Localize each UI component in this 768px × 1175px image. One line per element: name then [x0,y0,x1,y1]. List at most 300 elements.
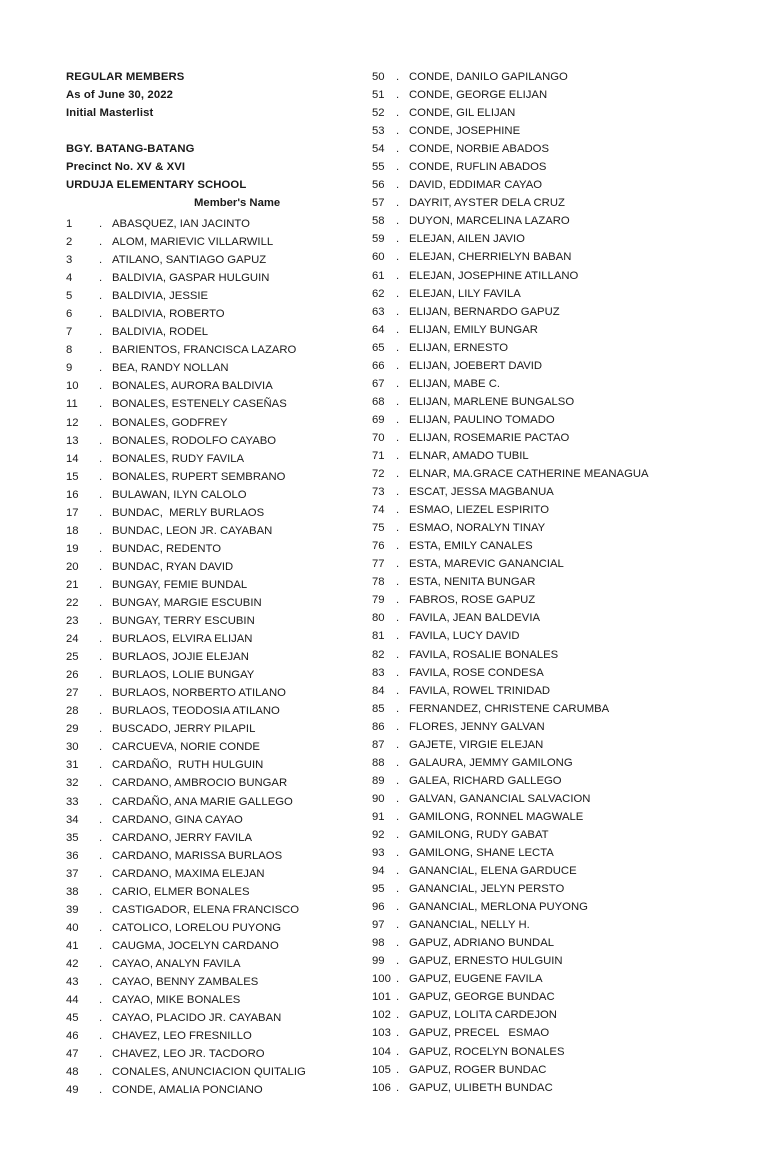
member-list-item [372,1006,768,1024]
member-number: 92 [372,828,385,841]
member-number: 41 [66,939,79,952]
member-separator-dot: . [396,395,400,408]
member-separator-dot: . [396,558,400,571]
member-name: BALDIVIA, RODEL [112,326,209,339]
member-name: BUNGAY, TERRY ESCUBIN [112,615,255,628]
member-number: 79 [372,594,385,607]
member-name: GAPUZ, GEORGE BUNDAC [409,991,555,1004]
member-number: 25 [66,651,79,664]
member-number: 44 [66,994,79,1007]
member-name: BUNGAY, FEMIE BUNDAL [112,578,248,591]
member-name: BUNDAC, REDENTO [112,542,222,555]
member-separator-dot: . [396,684,400,697]
member-list-item [372,627,768,645]
member-name: CARDANO, MARISSA BURLAOS [112,849,283,862]
member-number: 57 [372,197,385,210]
member-list-item [372,952,768,970]
member-name: BONALES, RUDY FAVILA [112,452,245,465]
member-list-item [0,829,384,847]
member-separator-dot: . [396,359,400,372]
member-list-item [372,1024,768,1042]
member-number: 66 [372,359,385,372]
member-name: DAYRIT, AYSTER DELA CRUZ [409,197,565,210]
member-name: CONDE, RUFLIN ABADOS [409,161,547,174]
member-list-item [372,772,768,790]
member-list-item [0,1027,384,1045]
member-number: 1 [66,218,73,230]
member-list-item [0,847,384,865]
member-name: BONALES, GODFREY [112,416,228,429]
member-list-item [372,429,768,447]
column-header-members-name: Member's Name [194,197,281,210]
member-list-item [372,970,768,988]
member-name: BUNDAC, RYAN DAVID [112,560,234,573]
member-list-item [372,375,768,393]
member-list-item [372,1043,768,1061]
member-name: BALDIVIA, JESSIE [112,290,209,303]
member-name: GALVAN, GANANCIAL SALVACION [409,792,591,805]
member-separator-dot: . [99,542,103,555]
member-number: 33 [66,795,79,808]
member-name: ESMAO, LIEZEL ESPIRITO [409,504,549,517]
member-number: 27 [66,687,79,700]
member-separator-dot: . [99,633,103,646]
member-list-item [0,901,384,919]
member-name: BARIENTOS, FRANCISCA LAZARO [112,344,297,357]
member-number: 15 [66,470,79,483]
member-list-item [0,287,384,305]
member-separator-dot: . [396,125,400,138]
member-list-item [372,194,768,212]
member-list-item [0,1045,391,1063]
member-list-item [0,323,384,341]
member-number: 63 [372,305,385,318]
member-name: GAPUZ, ERNESTO HULGUIN [409,955,563,968]
header-barangay: BGY. BATANG-BATANG [66,143,195,156]
member-separator-dot: . [396,1009,400,1022]
member-separator-dot: . [99,759,103,772]
member-number: 78 [372,576,385,589]
member-name: GANANCIAL, NELLY H. [409,919,530,932]
member-separator-dot: . [396,955,400,968]
member-list-item [0,738,384,756]
member-name: FAVILA, JEAN BALDEVIA [409,612,541,625]
member-number: 100 [372,973,391,986]
member-list-item [0,233,384,251]
member-list-item [372,916,768,934]
member-number: 94 [372,865,385,878]
member-name: ESTA, MAREVIC GANANCIAL [409,558,564,571]
member-name: BEA, RANDY NOLLAN [112,362,229,375]
member-list-item [0,684,384,702]
member-separator-dot: . [99,921,103,934]
member-separator-dot: . [99,308,103,321]
member-separator-dot: . [396,774,400,787]
member-list-item [372,501,768,519]
member-separator-dot: . [396,233,400,246]
member-separator-dot: . [396,865,400,878]
member-name: DUYON, MARCELINA LAZARO [409,215,570,228]
member-name: BONALES, AURORA BALDIVIA [112,380,273,393]
header-school: URDUJA ELEMENTARY SCHOOL [66,179,247,192]
member-number: 103 [372,1027,391,1040]
member-list-item [0,756,384,774]
member-number: 58 [372,215,385,228]
member-separator-dot: . [99,939,103,952]
member-separator-dot: . [99,596,103,609]
member-separator-dot: . [99,254,103,267]
member-number: 9 [66,362,73,375]
member-number: 83 [372,666,385,679]
member-separator-dot: . [396,486,400,499]
member-list-item [0,450,384,468]
member-list-item [0,865,384,883]
member-number: 37 [66,867,79,880]
member-name: CONDE, AMALIA PONCIANO [112,1084,263,1097]
member-name: BURLAOS, TEODOSIA ATILANO [112,705,280,718]
member-name: CONDE, DANILO GAPILANGO [409,71,568,83]
member-number: 34 [66,813,79,826]
member-number: 106 [372,1081,391,1094]
member-name: GAMILONG, RONNEL MAGWALE [409,810,584,823]
member-list-item [372,736,768,754]
member-number: 55 [372,161,385,174]
member-list-item [0,702,384,720]
member-list-item [0,937,384,955]
member-number: 11 [66,398,78,411]
member-number: 67 [372,377,385,390]
member-list-item [0,648,384,666]
member-list-item [372,826,768,844]
member-name: FAVILA, ROSE CONDESA [409,666,544,679]
member-separator-dot: . [396,71,400,83]
member-separator-dot: . [396,1045,400,1058]
member-number: 29 [66,723,79,736]
member-name: BONALES, RUPERT SEMBRANO [112,470,286,483]
member-number: 68 [372,395,385,408]
member-list-item [372,519,768,537]
member-number: 82 [372,648,385,661]
member-list-item [372,465,768,483]
member-list-item [0,377,384,395]
member-separator-dot: . [99,416,103,429]
member-name: ELEJAN, JOSEPHINE ATILLANO [409,269,579,282]
member-number: 95 [372,883,385,896]
member-list-item [0,1063,391,1081]
member-separator-dot: . [396,810,400,823]
member-number: 47 [66,1048,79,1061]
member-separator-dot: . [396,576,400,589]
member-name: CONDE, NORBIE ABADOS [409,143,549,156]
member-number: 21 [66,578,79,591]
member-list-item [0,341,384,359]
member-name: BURLAOS, NORBERTO ATILANO [112,687,286,700]
member-name: GAPUZ, ADRIANO BUNDAL [409,937,555,950]
member-separator-dot: . [396,449,400,462]
member-number: 20 [66,560,79,573]
member-list-item [372,754,768,772]
member-number: 45 [66,1012,79,1025]
member-name: CAYAO, MIKE BONALES [112,994,241,1007]
member-separator-dot: . [99,506,103,519]
member-separator-dot: . [396,991,400,1004]
member-list-item [0,414,384,432]
member-separator-dot: . [99,957,103,970]
member-name: FAVILA, ROWEL TRINIDAD [409,684,551,697]
member-name: CONDE, JOSEPHINE [409,125,521,138]
member-name: BULAWAN, ILYN CALOLO [112,488,247,501]
member-separator-dot: . [99,723,103,736]
member-list-item [372,68,768,86]
member-separator-dot: . [99,578,103,591]
member-list-item [0,1009,384,1027]
member-name: ABASQUEZ, IAN JACINTO [112,218,250,230]
member-separator-dot: . [99,903,103,916]
member-number: 85 [372,702,385,715]
member-list-item [0,522,384,540]
member-separator-dot: . [99,831,103,844]
member-number: 99 [372,955,385,968]
member-separator-dot: . [99,1012,103,1025]
member-separator-dot: . [99,994,103,1007]
member-list-item [0,594,384,612]
member-list-item [372,411,768,429]
member-name: CARDANO, JERRY FAVILA [112,831,252,844]
member-list-item [0,1081,391,1099]
member-name: BUNDAC, MERLY BURLAOS [112,506,265,519]
member-name: BURLAOS, JOJIE ELEJAN [112,651,249,664]
member-separator-dot: . [99,975,103,988]
member-number: 75 [372,522,385,535]
member-number: 64 [372,323,385,336]
member-list-item [372,248,768,266]
member-name: BALDIVIA, GASPAR HULGUIN [112,272,270,285]
member-list-item [372,682,768,700]
member-number: 26 [66,669,79,682]
member-separator-dot: . [396,901,400,914]
member-separator-dot: . [99,885,103,898]
member-number: 28 [66,705,79,718]
member-separator-dot: . [99,615,103,628]
member-number: 53 [372,125,385,138]
member-name: ELIJAN, ERNESTO [409,341,508,354]
member-separator-dot: . [99,1066,103,1079]
member-number: 51 [372,89,385,102]
member-name: CAUGMA, JOCELYN CARDANO [112,939,279,952]
member-name: ELNAR, MA.GRACE CATHERINE MEANAGUA [409,468,649,481]
member-list-right-column [372,68,768,1097]
member-list-item [0,215,384,233]
member-number: 89 [372,774,385,787]
member-name: CARIO, ELMER BONALES [112,885,250,898]
member-number: 77 [372,558,385,571]
member-name: BUSCADO, JERRY PILAPIL [112,723,256,736]
member-name: ELIJAN, JOEBERT DAVID [409,359,543,372]
member-list-item [0,612,384,630]
member-name: ELEJAN, LILY FAVILA [409,287,521,300]
member-name: GAPUZ, ULIBETH BUNDAC [409,1081,553,1094]
member-separator-dot: . [99,290,103,303]
member-separator-dot: . [396,756,400,769]
member-name: BONALES, RODOLFO CAYABO [112,434,277,447]
member-number: 43 [66,975,79,988]
member-separator-dot: . [396,720,400,733]
member-list-item [372,664,768,682]
member-number: 35 [66,831,79,844]
member-separator-dot: . [99,1048,103,1061]
member-separator-dot: . [99,344,103,357]
member-name: FERNANDEZ, CHRISTENE CARUMBA [409,702,610,715]
member-name: ELIJAN, BERNARDO GAPUZ [409,305,560,318]
member-number: 13 [66,434,79,447]
member-number: 54 [372,143,385,156]
member-name: FAVILA, LUCY DAVID [409,630,520,643]
member-number: 49 [66,1084,79,1097]
member-list-item [0,793,384,811]
member-number: 2 [66,236,73,249]
member-separator-dot: . [396,269,400,282]
member-number: 87 [372,738,385,751]
member-list-item [372,212,768,230]
member-separator-dot: . [396,305,400,318]
header-as-of-date: As of June 30, 2022 [66,89,174,102]
member-separator-dot: . [99,398,103,411]
member-separator-dot: . [396,107,400,120]
member-name: BUNGAY, MARGIE ESCUBIN [112,596,262,609]
member-separator-dot: . [99,705,103,718]
member-number: 80 [372,612,385,625]
member-number: 93 [372,847,385,860]
member-number: 17 [66,506,79,519]
member-separator-dot: . [396,919,400,932]
member-number: 72 [372,468,385,481]
member-separator-dot: . [99,434,103,447]
member-list-item [372,86,768,104]
member-separator-dot: . [99,236,103,249]
member-separator-dot: . [99,560,103,573]
member-list-item [372,844,768,862]
member-name: ELIJAN, MABE C. [409,377,501,390]
member-separator-dot: . [396,323,400,336]
member-separator-dot: . [99,795,103,808]
member-list-left-column [0,215,391,1099]
member-separator-dot: . [99,380,103,393]
member-list-item [0,269,384,287]
member-separator-dot: . [396,702,400,715]
member-number: 98 [372,937,385,950]
member-number: 30 [66,741,79,754]
member-list-item [372,483,768,501]
member-separator-dot: . [396,179,400,192]
member-list-item [372,609,768,627]
member-name: ELIJAN, MARLENE BUNGALSO [409,395,575,408]
member-separator-dot: . [396,161,400,174]
member-separator-dot: . [396,413,400,426]
member-name: CASTIGADOR, ELENA FRANCISCO [112,903,300,916]
member-name: FLORES, JENNY GALVAN [409,720,545,733]
member-separator-dot: . [99,777,103,790]
member-list-item [0,432,384,450]
member-name: CONALES, ANUNCIACION QUITALIG [112,1066,306,1079]
member-separator-dot: . [396,89,400,102]
member-separator-dot: . [396,1063,400,1076]
member-list-item [372,934,768,952]
member-separator-dot: . [396,377,400,390]
member-number: 48 [66,1066,79,1079]
member-name: ELIJAN, PAULINO TOMADO [409,413,555,426]
member-separator-dot: . [99,867,103,880]
member-number: 70 [372,431,385,444]
member-list-item [372,447,768,465]
member-separator-dot: . [396,630,400,643]
member-name: GAPUZ, EUGENE FAVILA [409,973,543,986]
member-number: 65 [372,341,385,354]
member-separator-dot: . [396,847,400,860]
member-list-item [372,790,768,808]
member-separator-dot: . [396,215,400,228]
member-number: 8 [66,344,73,357]
member-name: ELIJAN, EMILY BUNGAR [409,323,538,336]
member-list-item [0,251,384,269]
member-number: 7 [66,326,73,339]
member-number: 105 [372,1063,391,1076]
member-name: GAJETE, VIRGIE ELEJAN [409,738,544,751]
member-separator-dot: . [396,594,400,607]
member-separator-dot: . [396,431,400,444]
member-list-item [372,339,768,357]
member-number: 50 [372,71,385,83]
member-separator-dot: . [99,326,103,339]
member-number: 16 [66,488,79,501]
member-name: ESMAO, NORALYN TINAY [409,522,546,535]
member-number: 90 [372,792,385,805]
member-list-item [372,808,768,826]
member-number: 74 [372,504,385,517]
member-number: 23 [66,615,79,628]
member-name: CARDANO, GINA CAYAO [112,813,243,826]
header-initial-masterlist: Initial Masterlist [66,107,154,120]
member-list-item [372,104,768,122]
member-name: GALEA, RICHARD GALLEGO [409,774,562,787]
member-separator-dot: . [99,813,103,826]
member-separator-dot: . [396,1027,400,1040]
member-number: 76 [372,540,385,553]
member-number: 102 [372,1009,391,1022]
member-list-item [0,720,384,738]
member-separator-dot: . [396,143,400,156]
member-separator-dot: . [99,1084,103,1097]
member-name: GALAURA, JEMMY GAMILONG [409,756,573,769]
member-number: 5 [66,290,73,303]
member-list-item [0,486,384,504]
member-separator-dot: . [99,1030,103,1043]
member-name: GANANCIAL, JELYN PERSTO [409,883,565,896]
member-number: 61 [372,269,385,282]
member-number: 81 [372,630,385,643]
member-list-item [372,176,768,194]
member-list-item [372,646,768,664]
member-name: GAPUZ, ROCELYN BONALES [409,1045,565,1058]
member-number: 38 [66,885,79,898]
member-separator-dot: . [99,470,103,483]
member-list-item [0,504,384,522]
member-separator-dot: . [396,792,400,805]
member-list-item [0,991,384,1009]
member-name: CATOLICO, LORELOU PUYONG [112,921,282,934]
member-number: 91 [372,810,385,823]
member-separator-dot: . [396,937,400,950]
member-name: BURLAOS, ELVIRA ELIJAN [112,633,253,646]
